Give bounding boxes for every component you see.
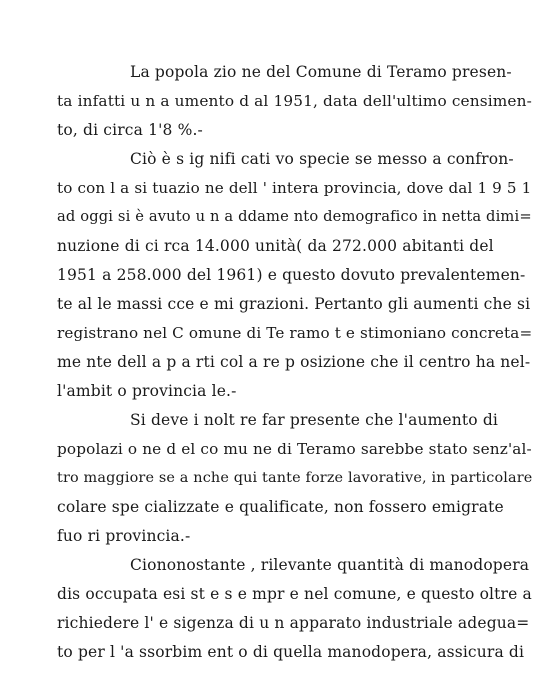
text-line: to con l a si tuazio ne dell ' intera provincia, dove dal 1 9 5 1: [57, 179, 532, 197]
text-line: Ciononostante , rilevante quantità di manodopera: [130, 556, 530, 574]
text-line: registrano nel C omune di Te ramo t e stimoniano concreta=: [57, 324, 533, 342]
text-line: l'ambit o provincia le.-: [57, 382, 237, 400]
text-line: to per l 'a ssorbim ent o di quella manodopera, assicura di: [57, 643, 525, 661]
text-line: te al le massi cce e mi grazioni. Pertanto gli aumenti che si: [57, 295, 531, 313]
text-line: colare spe cializzate e qualificate, non fossero emigrate: [57, 498, 504, 516]
text-line: La popola zio ne del Comune di Teramo presen-: [130, 63, 512, 81]
text-line: me nte dell a p a rti col a re p osizione che il centro ha nel-: [57, 353, 531, 371]
text-line: tro maggiore se a nche qui tante forze lavorative, in particolare: [57, 470, 533, 486]
text-line: ta infatti u n a umento d al 1951, data dell'ultimo censimen-: [57, 92, 532, 110]
text-line: Ciò è s ig nifi cati vo specie se messo a confron-: [130, 150, 514, 168]
text-line: 1951 a 258.000 del 1961) e questo dovuto prevalentemen-: [57, 266, 526, 284]
text-line: fuo ri provincia.-: [57, 527, 191, 545]
text-line: ad oggi si è avuto u n a ddame nto demografico in netta dimi=: [57, 208, 532, 225]
text-line: richiedere l' e sigenza di u n apparato industriale adegua=: [57, 614, 530, 632]
text-line: nuzione di ci rca 14.000 unità( da 272.000 abitanti del: [57, 237, 494, 255]
text-line: dis occupata esi st e s e mpr e nel comune, e questo oltre a: [57, 585, 532, 603]
text-line: popolazi o ne d el co mu ne di Teramo sarebbe stato senz'al-: [57, 440, 532, 458]
text-line: to, di circa 1'8 %.-: [57, 121, 203, 139]
text-line: Si deve i nolt re far presente che l'aumento di: [130, 411, 499, 429]
